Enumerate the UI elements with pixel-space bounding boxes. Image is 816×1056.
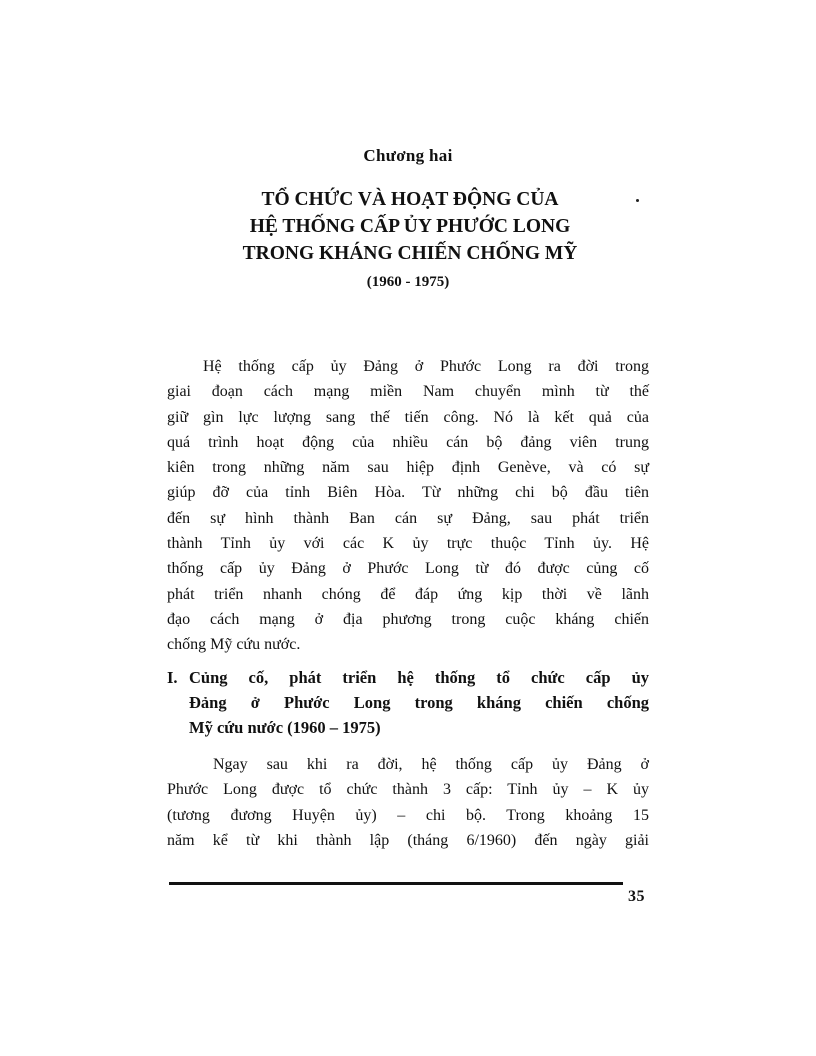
paragraph-line: Hệ thống cấp ủy Đảng ở Phước Long ra đời trong xyxy=(203,358,649,375)
chapter-title xyxy=(150,186,670,267)
paragraph-line: quá trình hoạt động của nhiều cán bộ đảng viên trung xyxy=(167,433,649,451)
paragraph-line: kiên trong những năm sau hiệp định Genève, và có sự xyxy=(167,459,649,477)
paragraph-line: thống cấp ủy Đảng ở Phước Long từ đó được củng cố xyxy=(167,560,649,578)
chapter-title-line: TỔ CHỨC VÀ HOẠT ĐỘNG CỦA xyxy=(261,189,559,210)
section-title-line: Củng cố, phát triển hệ thống tổ chức cấp ủy xyxy=(189,668,649,687)
chapter-label: Chương hai xyxy=(363,146,453,165)
section-title-line: Đảng ở Phước Long trong kháng chiến chống xyxy=(189,693,649,712)
intro-paragraph xyxy=(167,354,649,658)
paragraph-line: Phước Long được tổ chức thành 3 cấp: Tỉnh ủy – K ủy xyxy=(167,781,649,799)
paragraph-line: đến sự hình thành Ban cán sự Đảng, sau phát triển xyxy=(167,509,649,527)
footer-rule xyxy=(169,882,623,885)
section-title xyxy=(167,665,649,740)
paragraph-line: thành Tỉnh ủy với các K ủy trực thuộc Tỉnh ủy. Hệ xyxy=(167,535,649,553)
chapter-years: (1960 - 1975) xyxy=(366,274,450,290)
section-heading xyxy=(167,665,649,740)
paragraph-line: năm kể từ khi thành lập (tháng 6/1960) đến ngày giải xyxy=(167,831,649,849)
paragraph-line: giúp đỡ của tỉnh Biên Hòa. Từ những chi bộ đầu tiên xyxy=(167,484,649,502)
page-number: 35 xyxy=(628,888,645,905)
stray-dot-mark xyxy=(636,199,639,202)
paragraph-line: giai đoạn cách mạng miền Nam chuyển mình từ thế xyxy=(167,383,649,401)
paragraph-line: phát triển nhanh chóng để đáp ứng kịp thời về lãnh xyxy=(167,585,649,603)
section-paragraph xyxy=(167,752,649,853)
paragraph-line: (tương đương Huyện ủy) – chi bộ. Trong khoảng 15 xyxy=(167,806,649,824)
chapter-title-line: TRONG KHÁNG CHIẾN CHỐNG MỸ xyxy=(242,243,578,264)
paragraph-line: chống Mỹ cứu nước. xyxy=(167,636,301,654)
section-title-line: Mỹ cứu nước (1960 – 1975) xyxy=(189,718,381,737)
paragraph-line: đạo cách mạng ở địa phương trong cuộc kháng chiến xyxy=(167,610,649,628)
chapter-title-line: HỆ THỐNG CẤP ỦY PHƯỚC LONG xyxy=(249,216,571,237)
paragraph-line: Ngay sau khi ra đời, hệ thống cấp ủy Đảng ở xyxy=(213,756,649,773)
section-number: I. xyxy=(167,668,178,687)
paragraph-line: giữ gìn lực lượng sang thế tiến công. Nó là kết quả của xyxy=(167,408,649,426)
